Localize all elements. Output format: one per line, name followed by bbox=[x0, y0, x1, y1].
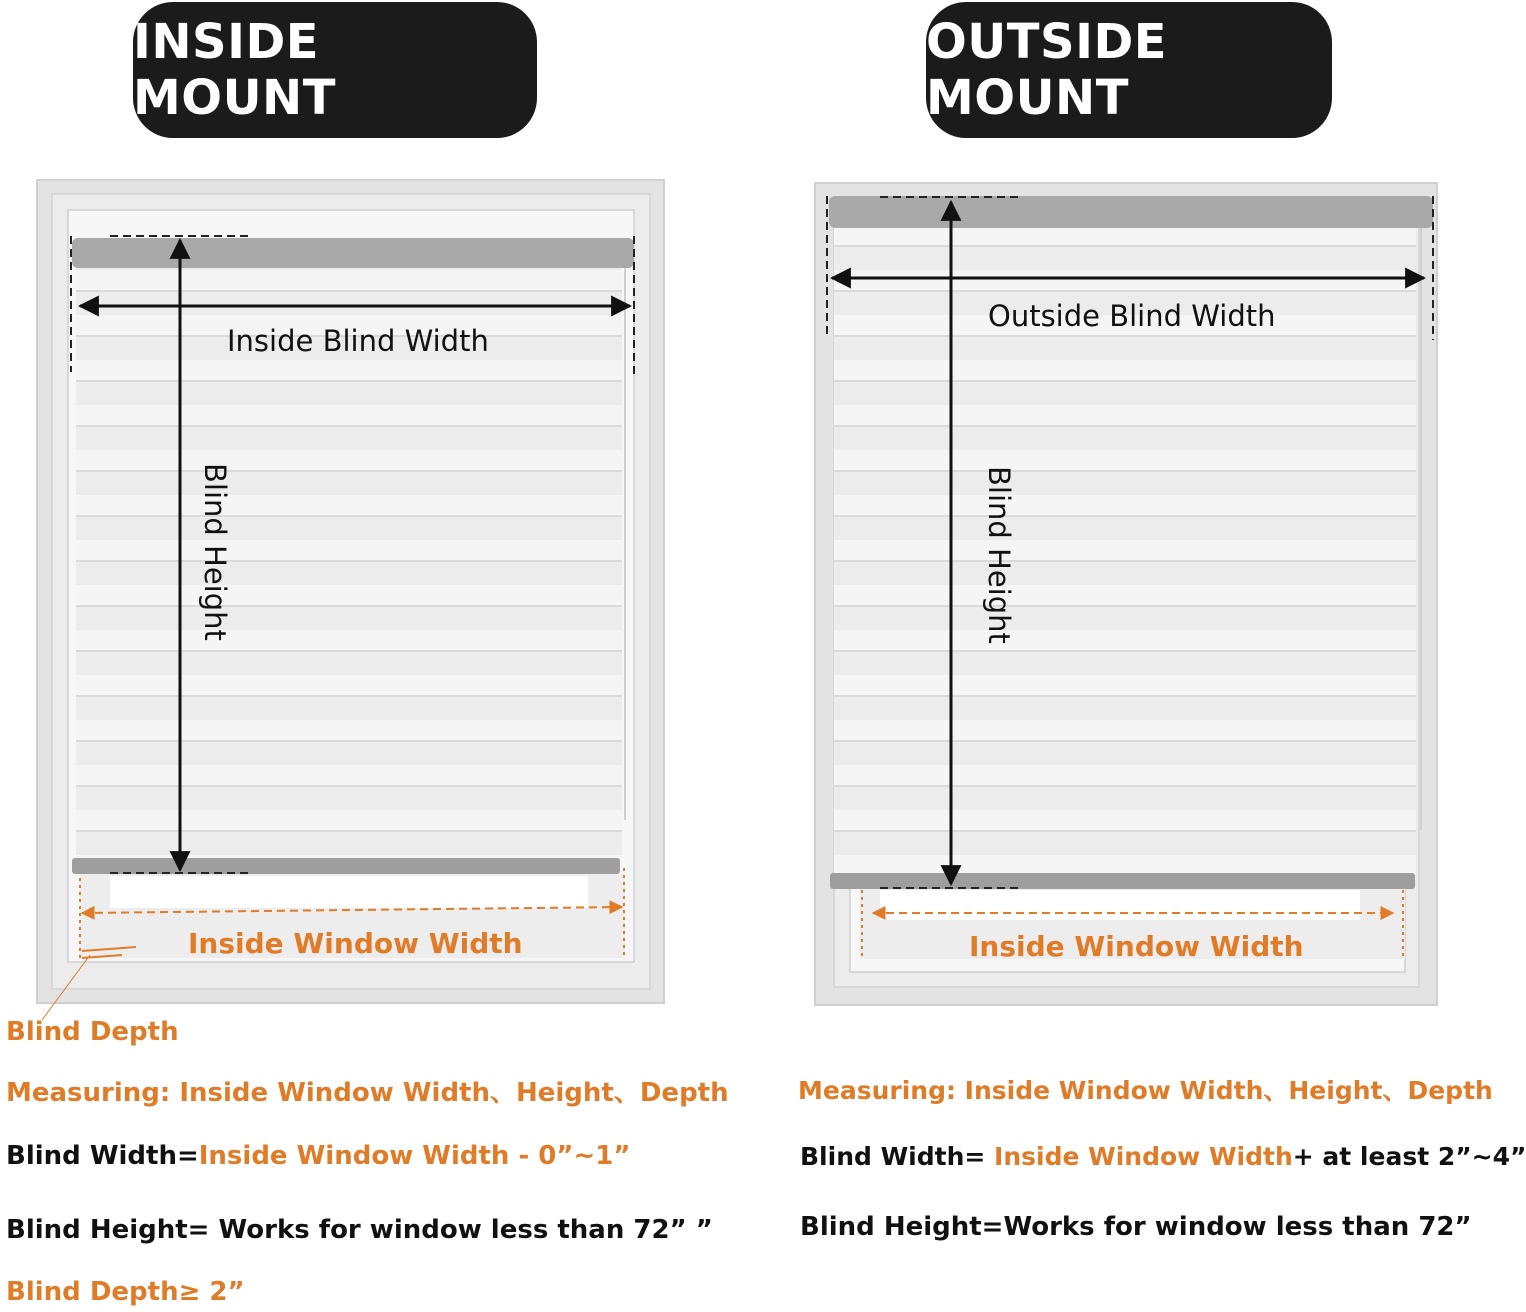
outside-blind-width-formula bbox=[800, 1142, 1526, 1171]
inside-sill-gap bbox=[110, 876, 588, 908]
inside-window-width-label: Inside Window Width bbox=[188, 927, 523, 960]
inside-blind-width-label: Inside Blind Width bbox=[227, 324, 489, 358]
outside-window-width-label: Inside Window Width bbox=[969, 930, 1304, 963]
inside-blind-width-value: Inside Window Width - 0”~1” bbox=[198, 1141, 631, 1171]
inside-measuring-note: Measuring: Inside Window Width、Height、Depth bbox=[6, 1078, 729, 1108]
outside-mount-title: OUTSIDE MOUNT bbox=[926, 14, 1168, 126]
inside-blind-height-note: Blind Height= Works for window less than 72” ” bbox=[6, 1215, 713, 1245]
outside-blind-height-note: Blind Height=Works for window less than 72” bbox=[800, 1212, 1472, 1242]
inside-blind-width-prefix: Blind Width= bbox=[6, 1141, 199, 1171]
inside-blind-depth-note: Blind Depth≥ 2” bbox=[6, 1277, 245, 1307]
inside-blind-width-formula bbox=[6, 1141, 630, 1171]
inside-window bbox=[37, 180, 664, 1020]
inside-bottom-rail bbox=[72, 858, 620, 874]
blind-depth-callout: Blind Depth bbox=[6, 1017, 179, 1047]
outside-blind-width-value: Inside Window Width bbox=[994, 1142, 1293, 1171]
inside-head-rail bbox=[72, 238, 634, 268]
outside-bottom-rail bbox=[830, 873, 1415, 889]
inside-mount-title: INSIDE MOUNT bbox=[133, 14, 336, 126]
inside-blind-height-label: Blind Height bbox=[198, 463, 232, 641]
outside-blind-width-suffix: + at least 2”~4” bbox=[1292, 1142, 1526, 1171]
outside-measuring-note: Measuring: Inside Window Width、Height、Depth bbox=[798, 1076, 1493, 1105]
outside-sill-gap bbox=[880, 890, 1360, 920]
outside-blind-width-prefix: Blind Width= bbox=[800, 1142, 995, 1171]
outside-blind-width-label: Outside Blind Width bbox=[988, 299, 1276, 333]
outside-blind-height-label: Blind Height bbox=[982, 466, 1016, 644]
outside-head-rail bbox=[829, 196, 1433, 228]
